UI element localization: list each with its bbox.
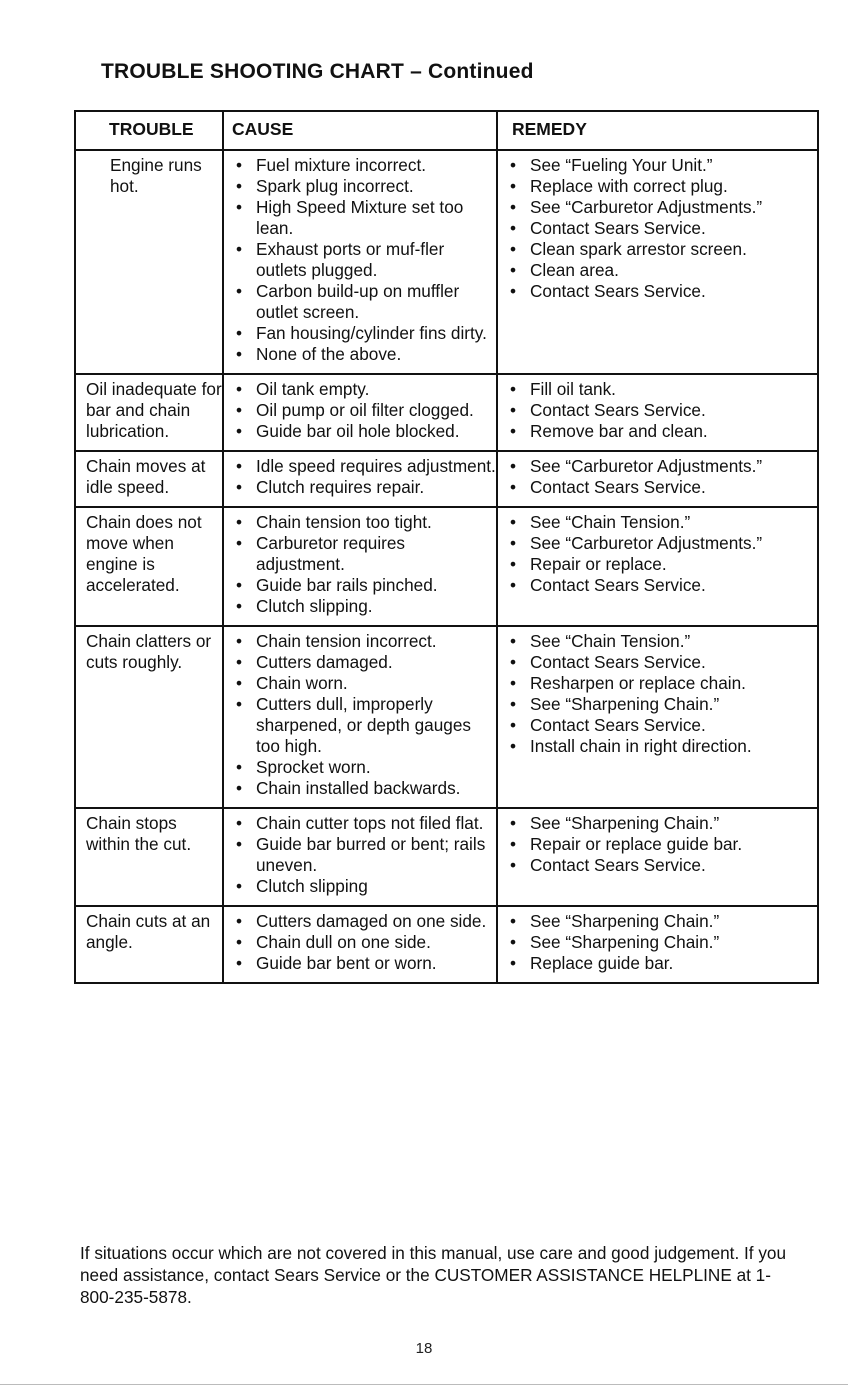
remedy-item: • See “Carburetor Adjustments.”: [504, 197, 817, 218]
trouble-text: Chain clatters or cuts roughly.: [86, 631, 212, 672]
remedy-item: • Install chain in right direction.: [504, 736, 817, 757]
cause-item: • Guide bar rails pinched.: [230, 575, 496, 596]
remedy-item: • Contact Sears Service.: [504, 218, 817, 239]
remedy-item: • Contact Sears Service.: [504, 281, 817, 302]
cause-item: • Chain tension incorrect.: [230, 631, 496, 652]
cause-item: • Clutch slipping.: [230, 596, 496, 617]
trouble-cell: [75, 451, 223, 507]
cause-cell: [223, 150, 497, 374]
trouble-cell: [75, 507, 223, 626]
remedy-item: • Contact Sears Service.: [504, 715, 817, 736]
remedy-item: • See “Sharpening Chain.”: [504, 911, 817, 932]
trouble-text: Chain stops within the cut.: [86, 813, 192, 854]
trouble-text: Chain cuts at an angle.: [86, 911, 211, 952]
remedy-item: • Replace guide bar.: [504, 953, 817, 974]
remedy-cell: [497, 374, 818, 451]
remedy-item: • Clean spark arrestor screen.: [504, 239, 817, 260]
cause-cell: [223, 906, 497, 983]
cause-cell: [223, 374, 497, 451]
trouble-shooting-table: [74, 110, 819, 984]
trouble-text: Engine runs hot.: [110, 155, 202, 196]
cause-item: • Carbon build-up on muffler outlet screen.: [230, 281, 496, 323]
cause-item: • Chain worn.: [230, 673, 496, 694]
page-title: TROUBLE SHOOTING CHART – Continued: [101, 60, 534, 83]
cause-cell: [223, 451, 497, 507]
cause-item: • Fuel mixture incorrect.: [230, 155, 496, 176]
bottom-rule: [0, 1384, 848, 1385]
header-remedy: REMEDY: [497, 111, 818, 150]
cause-cell: [223, 626, 497, 808]
remedy-cell: [497, 906, 818, 983]
remedy-cell: [497, 626, 818, 808]
remedy-cell: [497, 808, 818, 906]
remedy-item: • See “Carburetor Adjustments.”: [504, 456, 817, 477]
remedy-item: • Contact Sears Service.: [504, 575, 817, 596]
cause-item: • Cutters damaged on one side.: [230, 911, 496, 932]
cause-item: • Guide bar burred or bent; rails uneven.: [230, 834, 496, 876]
remedy-item: • Replace with correct plug.: [504, 176, 817, 197]
trouble-cell: [75, 906, 223, 983]
trouble-text: Chain moves at idle speed.: [86, 456, 206, 497]
remedy-item: • See “Sharpening Chain.”: [504, 813, 817, 834]
remedy-item: • See “Fueling Your Unit.”: [504, 155, 817, 176]
table-row: [75, 150, 818, 374]
cause-cell: [223, 507, 497, 626]
trouble-cell: [75, 374, 223, 451]
remedy-item: • See “Chain Tension.”: [504, 631, 817, 652]
cause-item: • Chain cutter tops not filed flat.: [230, 813, 496, 834]
table-row: [75, 374, 818, 451]
cause-item: • Chain dull on one side.: [230, 932, 496, 953]
table-header-row: [75, 111, 818, 150]
cause-cell: [223, 808, 497, 906]
cause-item: • Sprocket worn.: [230, 757, 496, 778]
remedy-item: • See “Sharpening Chain.”: [504, 694, 817, 715]
table-row: [75, 808, 818, 906]
table-row: [75, 451, 818, 507]
remedy-cell: [497, 507, 818, 626]
trouble-text: Oil inadequate for bar and chain lubrication.: [86, 379, 222, 441]
cause-item: • Clutch requires repair.: [230, 477, 496, 498]
table-row: [75, 626, 818, 808]
cause-item: • Guide bar oil hole blocked.: [230, 421, 496, 442]
table-row: [75, 906, 818, 983]
table-row: [75, 507, 818, 626]
remedy-item: • Fill oil tank.: [504, 379, 817, 400]
trouble-text: Chain does not move when engine is accelerated.: [86, 512, 202, 595]
footer-note: If situations occur which are not covered in this manual, use care and good judgement. If you need assistance, contact Sears Service or the CUSTOMER ASSISTANCE HELPLINE at 1-800-235-5878.: [80, 1243, 787, 1307]
remedy-item: • Contact Sears Service.: [504, 855, 817, 876]
remedy-item: • Contact Sears Service.: [504, 652, 817, 673]
remedy-item: • See “Chain Tension.”: [504, 512, 817, 533]
header-trouble: TROUBLE: [75, 111, 223, 150]
cause-item: • Cutters dull, improperly sharpened, or depth gauges too high.: [230, 694, 496, 757]
remedy-item: • Remove bar and clean.: [504, 421, 817, 442]
cause-item: • Oil pump or oil filter clogged.: [230, 400, 496, 421]
cause-item: • Chain tension too tight.: [230, 512, 496, 533]
cause-item: • Carburetor requires adjustment.: [230, 533, 496, 575]
cause-item: • Exhaust ports or muf-fler outlets plugged.: [230, 239, 496, 281]
trouble-cell: [75, 626, 223, 808]
remedy-item: • See “Carburetor Adjustments.”: [504, 533, 817, 554]
trouble-cell: [75, 808, 223, 906]
remedy-item: • Repair or replace guide bar.: [504, 834, 817, 855]
remedy-item: • Repair or replace.: [504, 554, 817, 575]
cause-item: • None of the above.: [230, 344, 496, 365]
cause-item: • Cutters damaged.: [230, 652, 496, 673]
cause-item: • Chain installed backwards.: [230, 778, 496, 799]
trouble-cell: [75, 150, 223, 374]
header-cause: CAUSE: [223, 111, 497, 150]
remedy-cell: [497, 451, 818, 507]
cause-item: • High Speed Mixture set too lean.: [230, 197, 496, 239]
remedy-item: • Resharpen or replace chain.: [504, 673, 817, 694]
remedy-item: • Contact Sears Service.: [504, 400, 817, 421]
cause-item: • Spark plug incorrect.: [230, 176, 496, 197]
cause-item: • Clutch slipping: [230, 876, 496, 897]
remedy-item: • See “Sharpening Chain.”: [504, 932, 817, 953]
cause-item: • Idle speed requires adjustment.: [230, 456, 496, 477]
cause-item: • Oil tank empty.: [230, 379, 496, 400]
remedy-item: • Contact Sears Service.: [504, 477, 817, 498]
cause-item: • Guide bar bent or worn.: [230, 953, 496, 974]
remedy-cell: [497, 150, 818, 374]
page-number: 18: [415, 1340, 433, 1357]
remedy-item: • Clean area.: [504, 260, 817, 281]
cause-item: • Fan housing/cylinder fins dirty.: [230, 323, 496, 344]
